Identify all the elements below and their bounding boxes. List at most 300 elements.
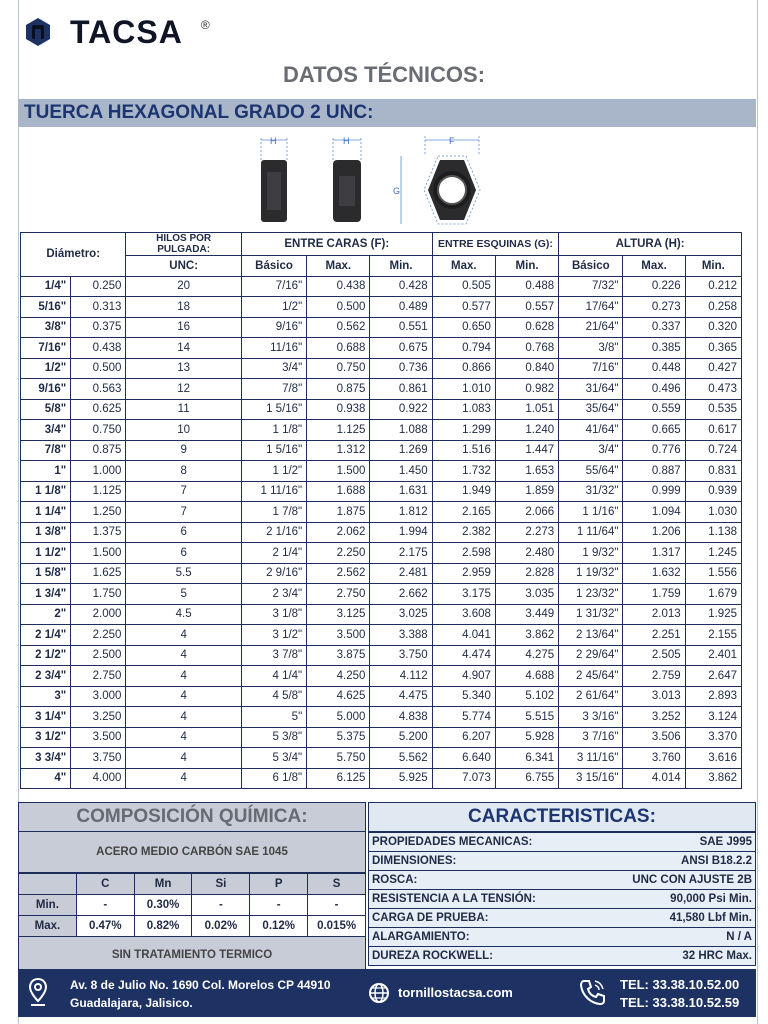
spec-cell: 1.732 [432,461,495,482]
spec-cell: 0.551 [370,317,432,338]
spec-cell: 5 [126,584,241,605]
spec-cell: 4.000 [71,768,126,789]
chem-value: 0.82% [134,916,192,937]
spec-cell: 21/64" [559,317,623,338]
spec-cell: 1.299 [432,420,495,441]
header [24,12,210,52]
spec-cell: 3.862 [685,768,741,789]
diameter-cell: 1 3/8" [21,522,71,543]
spec-cell: 17/64" [559,297,623,318]
spec-cell: 1.859 [495,481,558,502]
spec-cell: 1 31/32" [559,604,623,625]
spec-cell: 2 29/64" [559,645,623,666]
spec-cell: 14 [126,338,241,359]
nut-drawings [233,132,503,228]
spec-cell: 0.250 [71,276,126,297]
spec-cell: 0.625 [71,399,126,420]
diameter-cell: 9/16" [21,379,71,400]
caract-title: CARACTERISTICAS: [368,802,756,832]
caract-value: 32 HRC Max. [591,947,756,966]
spec-cell: 2.750 [307,584,370,605]
chem-row [19,874,366,895]
caract-row [369,928,756,947]
diameter-cell: 2 1/4" [21,625,71,646]
spec-cell: 16 [126,317,241,338]
spec-cell: 0.750 [307,358,370,379]
spec-cell: 9 [126,440,241,461]
spec-row [21,276,742,297]
spec-cell: 1.250 [71,502,126,523]
caract-value: 41,580 Lbf Min. [591,909,756,928]
location-pin-icon [28,977,48,1007]
spec-cell: 9/16" [241,317,306,338]
caract-value: N / A [591,928,756,947]
spec-cell: 2.000 [71,604,126,625]
diameter-cell: 3 1/4" [21,707,71,728]
spec-cell: 1.750 [71,584,126,605]
spec-cell: 7/32" [559,276,623,297]
spec-cell: 20 [126,276,241,297]
spec-cell: 2 1/16" [241,522,306,543]
spec-cell: 2 9/16" [241,563,306,584]
spec-cell: 1.994 [370,522,432,543]
spec-cell: 2 13/64" [559,625,623,646]
address-line-1: Av. 8 de Julio No. 1690 Col. Morelos CP 44910 [70,978,331,992]
spec-cell: 0.489 [370,297,432,318]
caract-label: DIMENSIONES: [369,852,591,871]
spec-cell: 11/16" [241,338,306,359]
caract-value: UNC CON AJUSTE 2B [591,871,756,890]
spec-cell: 0.736 [370,358,432,379]
spec-cell: 1 1/8" [241,420,306,441]
spec-cell: 5" [241,707,306,728]
caract-label: ROSCA: [369,871,591,890]
spec-cell: 4 [126,686,241,707]
spec-row [21,748,742,769]
address-line-2: Guadalajara, Jalisico. [70,996,193,1010]
spec-cell: 3.124 [685,707,741,728]
spec-cell: 0.861 [370,379,432,400]
spec-cell: 0.724 [685,440,741,461]
spec-cell: 13 [126,358,241,379]
spec-cell: 0.438 [307,276,370,297]
spec-cell: 4.041 [432,625,495,646]
chem-row [19,895,366,916]
spec-cell: 5.774 [432,707,495,728]
spec-cell: 1.138 [685,522,741,543]
caract-label: ALARGAMIENTO: [369,928,591,947]
spec-cell: 5.200 [370,727,432,748]
spec-cell: 5.562 [370,748,432,769]
spec-cell: 2.382 [432,522,495,543]
diameter-cell: 1 1/4" [21,502,71,523]
spec-cell: 4.838 [370,707,432,728]
spec-cell: 3/4" [241,358,306,379]
spec-row [21,727,742,748]
spec-cell: 2.480 [495,543,558,564]
spec-cell: 0.887 [623,461,685,482]
caract-label: DUREZA ROCKWELL: [369,947,591,966]
chem-value: - [76,895,134,916]
spec-cell: 55/64" [559,461,623,482]
header-hilos: HILOS POR PULGADA: [126,233,241,256]
spec-cell: 2.759 [623,666,685,687]
spec-cell: 0.320 [685,317,741,338]
spec-cell: 1.317 [623,543,685,564]
spec-cell: 3 11/16" [559,748,623,769]
chem-value: - [192,895,250,916]
spec-cell: 2.893 [685,686,741,707]
spec-cell: 1 7/8" [241,502,306,523]
address [70,976,331,1012]
f-label: F [449,136,455,146]
spec-cell: 0.273 [623,297,685,318]
h-label-2: H [343,136,350,146]
spec-cell: 8 [126,461,241,482]
spec-cell: 10 [126,420,241,441]
spec-cell: 5.515 [495,707,558,728]
spec-cell: 0.938 [307,399,370,420]
subheader-cell: Min. [370,256,432,277]
spec-table [20,232,742,789]
caract-row [369,833,756,852]
spec-row [21,379,742,400]
spec-cell: 0.665 [623,420,685,441]
spec-cell: 6.341 [495,748,558,769]
diameter-cell: 5/16" [21,297,71,318]
spec-cell: 2.647 [685,666,741,687]
spec-cell: 6 [126,522,241,543]
spec-cell: 2.155 [685,625,741,646]
spec-cell: 1.812 [370,502,432,523]
subheader-cell: Min. [495,256,558,277]
spec-cell: 31/32" [559,481,623,502]
spec-cell: 41/64" [559,420,623,441]
subheader-cell: Min. [685,256,741,277]
spec-cell: 3.370 [685,727,741,748]
spec-cell: 0.688 [307,338,370,359]
spec-cell: 4 [126,727,241,748]
spec-cell: 3.862 [495,625,558,646]
spec-cell: 3 1/8" [241,604,306,625]
spec-row [21,584,742,605]
spec-cell: 0.831 [685,461,741,482]
spec-cell: 2 3/4" [241,584,306,605]
diameter-cell: 1 3/4" [21,584,71,605]
spec-cell: 2.062 [307,522,370,543]
spec-cell: 0.982 [495,379,558,400]
chem-value: 0.30% [134,895,192,916]
spec-cell: 3.125 [307,604,370,625]
spec-cell: 4.5 [126,604,241,625]
chem-element: Si [192,874,250,895]
caract-table [368,832,756,966]
spec-cell: 1.500 [307,461,370,482]
spec-cell: 1.240 [495,420,558,441]
spec-cell: 0.875 [71,440,126,461]
spec-cell: 31/64" [559,379,623,400]
spec-cell: 4.474 [432,645,495,666]
spec-cell: 4.014 [623,768,685,789]
spec-row [21,461,742,482]
caract-value: SAE J995 [591,833,756,852]
spec-cell: 2 1/4" [241,543,306,564]
spec-cell: 0.212 [685,276,741,297]
spec-cell: 1 5/16" [241,440,306,461]
spec-cell: 0.875 [307,379,370,400]
diameter-cell: 3" [21,686,71,707]
spec-cell: 2.500 [71,645,126,666]
header-unc: UNC: [126,256,241,277]
diameter-cell: 3 1/2" [21,727,71,748]
spec-cell: 0.496 [623,379,685,400]
spec-cell: 4 [126,748,241,769]
diameter-cell: 7/16" [21,338,71,359]
spec-cell: 3.449 [495,604,558,625]
spec-row [21,297,742,318]
header-entre-esquinas: ENTRE ESQUINAS (G): [432,233,559,256]
chem-element: Mn [134,874,192,895]
g-label: G [393,186,401,196]
spec-cell: 0.505 [432,276,495,297]
spec-cell: 1.088 [370,420,432,441]
spec-cell: 2.250 [71,625,126,646]
spec-cell: 4 5/8" [241,686,306,707]
caract-row [369,947,756,966]
phones [620,976,739,1012]
spec-cell: 0.488 [495,276,558,297]
globe-icon [368,982,390,1004]
spec-cell: 1.083 [432,399,495,420]
spec-cell: 4 [126,625,241,646]
caract-row [369,909,756,928]
product-title: TUERCA HEXAGONAL GRADO 2 UNC: [24,102,374,123]
spec-cell: 0.337 [623,317,685,338]
website-link[interactable]: tornillostacsa.com [398,985,513,1000]
chem-value: 0.47% [76,916,134,937]
spec-cell: 6 [126,543,241,564]
spec-cell: 0.750 [71,420,126,441]
spec-cell: 0.500 [307,297,370,318]
spec-cell: 3.500 [307,625,370,646]
spec-cell: 1.759 [623,584,685,605]
spec-row [21,604,742,625]
spec-cell: 2.251 [623,625,685,646]
spec-cell: 0.428 [370,276,432,297]
spec-cell: 0.313 [71,297,126,318]
spec-cell: 0.866 [432,358,495,379]
spec-cell: 0.628 [495,317,558,338]
spec-cell: 0.427 [685,358,741,379]
spec-cell: 5 3/4" [241,748,306,769]
subheader-cell: Max. [432,256,495,277]
spec-cell: 5.928 [495,727,558,748]
spec-cell: 1.625 [71,563,126,584]
chem-value: 0.12% [250,916,308,937]
spec-cell: 0.226 [623,276,685,297]
spec-cell: 3.035 [495,584,558,605]
spec-cell: 7 [126,502,241,523]
spec-cell: 1.375 [71,522,126,543]
spec-cell: 7/16" [559,358,623,379]
spec-cell: 3 7/16" [559,727,623,748]
diameter-cell: 1 1/8" [21,481,71,502]
spec-cell: 2.175 [370,543,432,564]
spec-cell: 6.125 [307,768,370,789]
spec-cell: 5.5 [126,563,241,584]
spec-cell: 1.679 [685,584,741,605]
chem-title: COMPOSICIÓN QUÍMICA: [18,802,366,832]
spec-cell: 4.250 [307,666,370,687]
spec-cell: 1.125 [307,420,370,441]
diameter-cell: 2 1/2" [21,645,71,666]
caract-value: ANSI B18.2.2 [591,852,756,871]
spec-cell: 7 [126,481,241,502]
spec-cell: 3.250 [71,707,126,728]
chem-panel [18,802,366,968]
spec-cell: 4 1/4" [241,666,306,687]
product-band [18,99,756,127]
spec-cell: 3.013 [623,686,685,707]
spec-row [21,420,742,441]
spec-cell: 1.516 [432,440,495,461]
header-entre-caras: ENTRE CARAS (F): [241,233,432,256]
subheader-cell: Max. [307,256,370,277]
spec-cell: 2.066 [495,502,558,523]
spec-cell: 1.500 [71,543,126,564]
spec-cell: 35/64" [559,399,623,420]
spec-cell: 2.959 [432,563,495,584]
spec-cell: 3.500 [71,727,126,748]
spec-row [21,502,742,523]
chem-value: - [308,895,366,916]
spec-row [21,440,742,461]
spec-cell: 4.475 [370,686,432,707]
bottom-section [18,802,756,968]
spec-cell: 1.632 [623,563,685,584]
spec-row [21,358,742,379]
spec-cell: 0.473 [685,379,741,400]
spec-row [21,543,742,564]
spec-cell: 0.776 [623,440,685,461]
spec-cell: 2.250 [307,543,370,564]
spec-cell: 2.481 [370,563,432,584]
spec-cell: 3/8" [559,338,623,359]
spec-row [21,645,742,666]
spec-cell: 3.252 [623,707,685,728]
spec-cell: 1 11/16" [241,481,306,502]
header-diametro: Diámetro: [21,233,126,277]
spec-cell: 0.922 [370,399,432,420]
spec-row [21,563,742,584]
spec-cell: 0.559 [623,399,685,420]
spec-cell: 1.010 [432,379,495,400]
diameter-cell: 3 3/4" [21,748,71,769]
diameter-cell: 7/8" [21,440,71,461]
spec-cell: 0.650 [432,317,495,338]
diameter-cell: 4" [21,768,71,789]
diameter-cell: 1 5/8" [21,563,71,584]
spec-cell: 0.617 [685,420,741,441]
spec-cell: 6 1/8" [241,768,306,789]
spec-cell: 5.000 [307,707,370,728]
spec-row [21,522,742,543]
diameter-cell: 5/8" [21,399,71,420]
spec-cell: 1.269 [370,440,432,461]
spec-cell: 2.165 [432,502,495,523]
spec-cell: 6.207 [432,727,495,748]
spec-cell: 4.625 [307,686,370,707]
chem-row-label [19,874,77,895]
diameter-cell: 1/2" [21,358,71,379]
spec-cell: 1 5/16" [241,399,306,420]
spec-cell: 7/16" [241,276,306,297]
spec-cell: 0.375 [71,317,126,338]
spec-cell: 3.750 [71,748,126,769]
spec-cell: 3/4" [559,440,623,461]
chem-material: ACERO MEDIO CARBÓN SAE 1045 [18,832,366,873]
caract-label: CARGA DE PRUEBA: [369,909,591,928]
spec-cell: 5.340 [432,686,495,707]
spec-cell: 0.258 [685,297,741,318]
spec-cell: 1.631 [370,481,432,502]
spec-cell: 1 23/32" [559,584,623,605]
spec-cell: 1.875 [307,502,370,523]
spec-row [21,317,742,338]
subheader-cell: Básico [559,256,623,277]
spec-cell: 0.557 [495,297,558,318]
spec-cell: 2.598 [432,543,495,564]
spec-cell: 0.438 [71,338,126,359]
caract-panel [368,802,756,968]
spec-cell: 4 [126,666,241,687]
spec-cell: 1.556 [685,563,741,584]
spec-cell: 1.094 [623,502,685,523]
spec-cell: 5 3/8" [241,727,306,748]
spec-cell: 2 45/64" [559,666,623,687]
spec-cell: 3.875 [307,645,370,666]
chem-row-label: Min. [19,895,77,916]
spec-cell: 3 3/16" [559,707,623,728]
spec-row [21,686,742,707]
spec-row [21,707,742,728]
spec-cell: 5.102 [495,686,558,707]
spec-cell: 1.312 [307,440,370,461]
spec-cell: 4 [126,707,241,728]
spec-cell: 1.051 [495,399,558,420]
spec-cell: 3.608 [432,604,495,625]
spec-cell: 12 [126,379,241,400]
spec-cell: 3.750 [370,645,432,666]
spec-cell: 2.013 [623,604,685,625]
subheader-cell: Max. [623,256,685,277]
spec-cell: 1.688 [307,481,370,502]
spec-cell: 7.073 [432,768,495,789]
spec-cell: 3.388 [370,625,432,646]
phone-2: TEL: 33.38.10.52.59 [620,995,740,1010]
spec-cell: 4.275 [495,645,558,666]
diameter-cell: 3/4" [21,420,71,441]
spec-cell: 3.616 [685,748,741,769]
chem-element: C [76,874,134,895]
spec-cell: 3.760 [623,748,685,769]
spec-row [21,666,742,687]
spec-cell: 0.577 [432,297,495,318]
phone-1: TEL: 33.38.10.52.00 [620,977,740,992]
spec-row [21,768,742,789]
spec-cell: 4 [126,645,241,666]
spec-cell: 1.447 [495,440,558,461]
